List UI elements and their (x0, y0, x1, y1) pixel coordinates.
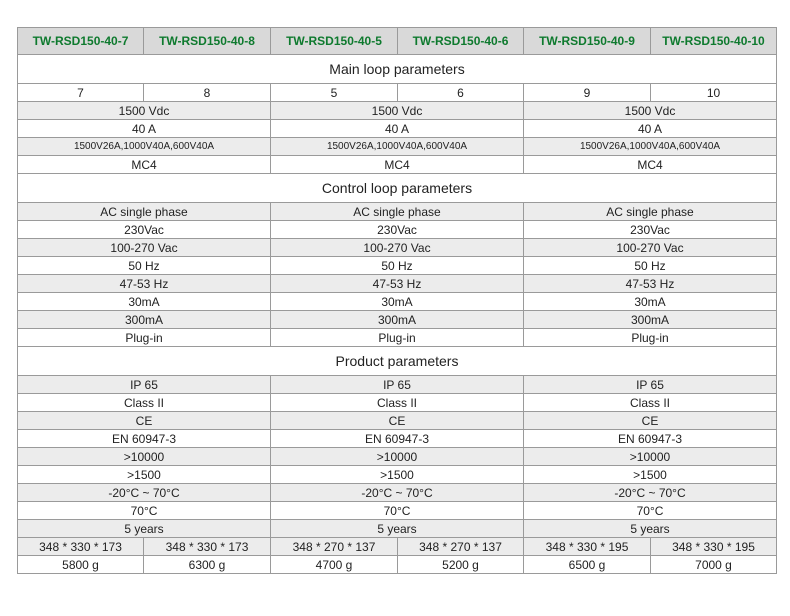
table-cell: 230Vac (524, 221, 777, 239)
table-cell: MC4 (524, 156, 777, 174)
table-cell: IP 65 (18, 376, 271, 394)
table-cell: EN 60947-3 (271, 430, 524, 448)
table-cell: 5 (271, 84, 398, 102)
table-cell: >1500 (18, 466, 271, 484)
model-name: TW-RSD150-40-6 (398, 28, 524, 55)
table-cell: 5 years (18, 520, 271, 538)
table-row (18, 221, 777, 239)
table-cell: -20°C ~ 70°C (18, 484, 271, 502)
table-cell: 10 (651, 84, 777, 102)
table-cell: >1500 (524, 466, 777, 484)
table-row (18, 156, 777, 174)
table-cell: 30mA (271, 293, 524, 311)
table-cell: EN 60947-3 (18, 430, 271, 448)
section-title-control: Control loop parameters (18, 174, 777, 203)
table-cell: 8 (144, 84, 271, 102)
section-title-main: Main loop parameters (18, 55, 777, 84)
spec-table-container (17, 27, 776, 574)
table-cell: MC4 (271, 156, 524, 174)
table-cell: 7 (18, 84, 144, 102)
table-cell: 6500 g (524, 556, 651, 574)
table-cell: 100-270 Vac (271, 239, 524, 257)
table-row (18, 412, 777, 430)
table-cell: Class II (524, 394, 777, 412)
table-cell: EN 60947-3 (524, 430, 777, 448)
table-row (18, 138, 777, 156)
table-cell: 5200 g (398, 556, 524, 574)
model-name: TW-RSD150-40-7 (18, 28, 144, 55)
table-row (18, 520, 777, 538)
table-cell: IP 65 (524, 376, 777, 394)
section-title-product: Product parameters (18, 347, 777, 376)
model-name: TW-RSD150-40-5 (271, 28, 398, 55)
table-row (18, 84, 777, 102)
table-cell: 1500V26A,1000V40A,600V40A (271, 138, 524, 156)
section-header-row (18, 347, 777, 376)
table-row (18, 538, 777, 556)
table-row (18, 275, 777, 293)
table-cell: 1500 Vdc (271, 102, 524, 120)
table-cell: 348 * 270 * 137 (398, 538, 524, 556)
table-cell: 230Vac (18, 221, 271, 239)
table-row (18, 120, 777, 138)
spec-table (17, 27, 777, 574)
table-cell: AC single phase (524, 203, 777, 221)
table-cell: 1500V26A,1000V40A,600V40A (524, 138, 777, 156)
table-cell: 1500V26A,1000V40A,600V40A (18, 138, 271, 156)
table-cell: 5 years (524, 520, 777, 538)
table-cell: CE (524, 412, 777, 430)
table-cell: 1500 Vdc (524, 102, 777, 120)
table-cell: 7000 g (651, 556, 777, 574)
table-cell: 5800 g (18, 556, 144, 574)
table-cell: AC single phase (271, 203, 524, 221)
model-name: TW-RSD150-40-10 (651, 28, 777, 55)
table-cell: 100-270 Vac (524, 239, 777, 257)
table-cell: 348 * 330 * 195 (651, 538, 777, 556)
table-cell: >10000 (18, 448, 271, 466)
table-cell: Plug-in (524, 329, 777, 347)
table-row (18, 556, 777, 574)
table-row (18, 257, 777, 275)
table-cell: Plug-in (18, 329, 271, 347)
table-cell: 70°C (271, 502, 524, 520)
table-cell: 40 A (271, 120, 524, 138)
table-row (18, 502, 777, 520)
model-header-row (18, 28, 777, 55)
table-cell: >10000 (271, 448, 524, 466)
table-cell: 100-270 Vac (18, 239, 271, 257)
table-cell: 300mA (18, 311, 271, 329)
table-cell: Plug-in (271, 329, 524, 347)
table-row (18, 376, 777, 394)
table-row (18, 102, 777, 120)
table-cell: Class II (271, 394, 524, 412)
table-row (18, 466, 777, 484)
model-name: TW-RSD150-40-8 (144, 28, 271, 55)
table-cell: 348 * 330 * 195 (524, 538, 651, 556)
table-cell: Class II (18, 394, 271, 412)
section-header-row (18, 55, 777, 84)
table-cell: 348 * 330 * 173 (18, 538, 144, 556)
table-cell: 70°C (524, 502, 777, 520)
table-cell: -20°C ~ 70°C (271, 484, 524, 502)
table-cell: 348 * 330 * 173 (144, 538, 271, 556)
table-cell: 40 A (18, 120, 271, 138)
table-cell: 4700 g (271, 556, 398, 574)
table-cell: 5 years (271, 520, 524, 538)
table-cell: 50 Hz (18, 257, 271, 275)
table-cell: IP 65 (271, 376, 524, 394)
table-cell: >10000 (524, 448, 777, 466)
table-row (18, 448, 777, 466)
table-cell: 300mA (524, 311, 777, 329)
table-cell: MC4 (18, 156, 271, 174)
table-row (18, 311, 777, 329)
table-row (18, 430, 777, 448)
table-cell: 348 * 270 * 137 (271, 538, 398, 556)
table-cell: 6300 g (144, 556, 271, 574)
table-cell: >1500 (271, 466, 524, 484)
table-row (18, 329, 777, 347)
table-row (18, 239, 777, 257)
table-cell: 50 Hz (271, 257, 524, 275)
table-cell: AC single phase (18, 203, 271, 221)
table-cell: 230Vac (271, 221, 524, 239)
table-cell: 70°C (18, 502, 271, 520)
table-cell: 47-53 Hz (271, 275, 524, 293)
table-cell: 1500 Vdc (18, 102, 271, 120)
table-cell: 30mA (524, 293, 777, 311)
table-cell: 50 Hz (524, 257, 777, 275)
table-cell: 9 (524, 84, 651, 102)
table-row (18, 203, 777, 221)
table-cell: 300mA (271, 311, 524, 329)
section-header-row (18, 174, 777, 203)
table-cell: 47-53 Hz (18, 275, 271, 293)
table-row (18, 293, 777, 311)
model-name: TW-RSD150-40-9 (524, 28, 651, 55)
table-cell: 40 A (524, 120, 777, 138)
table-cell: CE (18, 412, 271, 430)
table-cell: CE (271, 412, 524, 430)
table-cell: 6 (398, 84, 524, 102)
table-row (18, 484, 777, 502)
table-row (18, 394, 777, 412)
table-cell: 47-53 Hz (524, 275, 777, 293)
table-cell: 30mA (18, 293, 271, 311)
table-cell: -20°C ~ 70°C (524, 484, 777, 502)
